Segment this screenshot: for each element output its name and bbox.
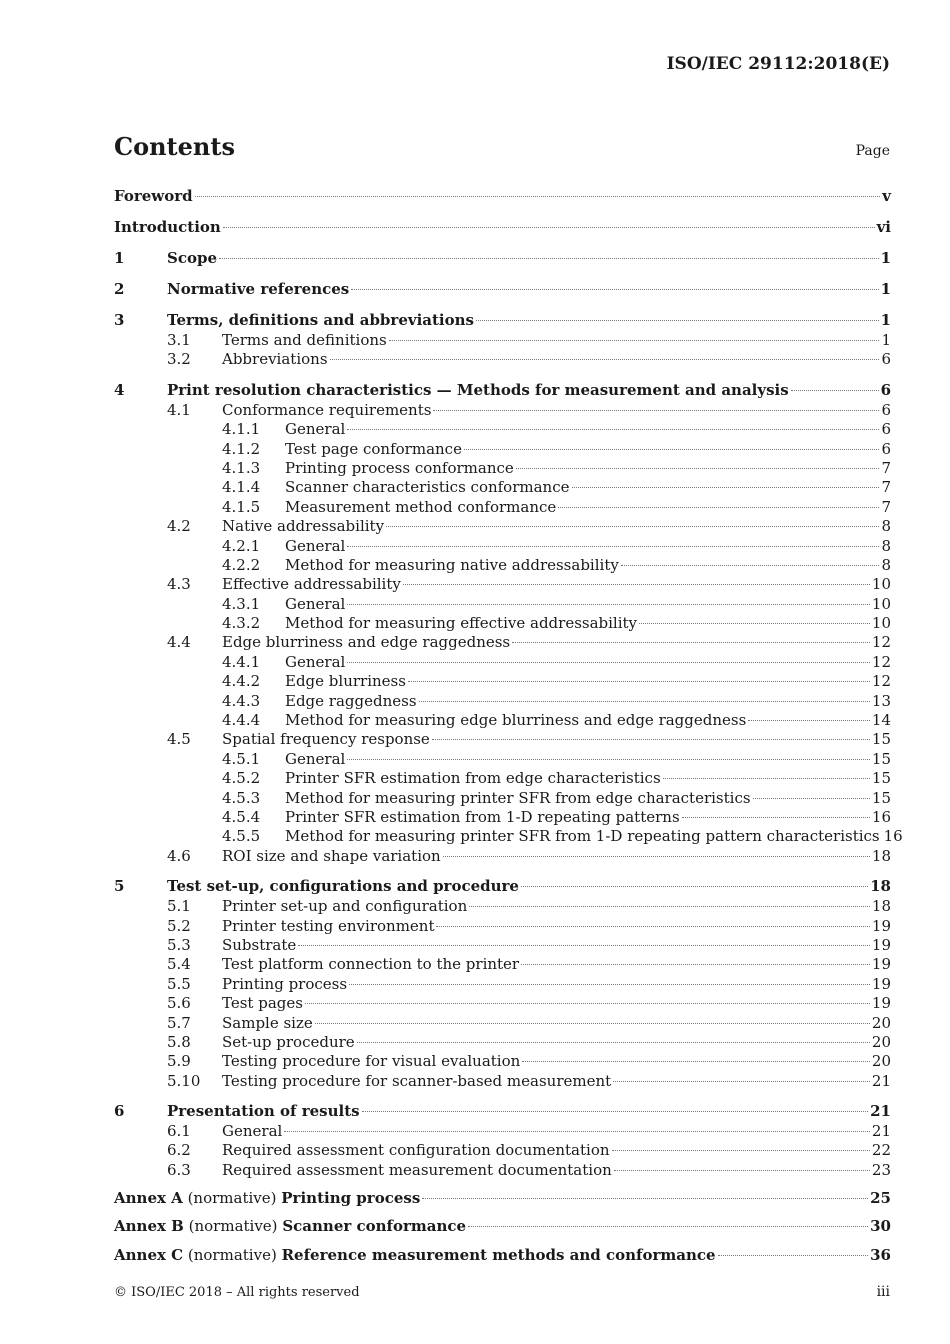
dot-leader [748, 720, 870, 721]
dot-leader [443, 856, 870, 857]
toc-entry[interactable] [114, 730, 891, 749]
toc-entry-page: 18 [871, 897, 891, 916]
toc-entry-title: Normative references [167, 280, 350, 298]
toc-entry-title: Foreword [114, 187, 193, 205]
toc-entry-number: 4.3.1 [222, 594, 261, 613]
toc-entry[interactable] [114, 1161, 891, 1180]
toc-entry-number: 4.4.4 [222, 711, 261, 730]
toc-entry-page: 8 [881, 517, 891, 536]
toc-entry-title: Test platform connection to the printer [222, 955, 520, 974]
dot-leader [315, 1023, 870, 1024]
toc-entry-page: 20 [871, 1052, 891, 1071]
toc-entry[interactable] [114, 595, 891, 614]
toc-entry-number: 4.5.2 [222, 769, 261, 788]
dot-leader [682, 817, 870, 818]
toc-entry[interactable] [114, 440, 891, 459]
dot-leader [433, 410, 879, 411]
annex-type: (normative) [187, 1188, 277, 1207]
dot-leader [357, 1042, 870, 1043]
toc-entry-number: 5.2 [167, 916, 191, 935]
toc-entry[interactable] [114, 556, 891, 575]
dot-leader [522, 1061, 870, 1062]
dot-leader [432, 739, 870, 740]
toc-entry[interactable] [114, 498, 891, 517]
dot-leader [639, 623, 870, 624]
toc-entry-page: 19 [871, 974, 891, 993]
dot-leader [464, 449, 880, 450]
toc-entry[interactable] [114, 750, 891, 769]
toc-entry[interactable] [114, 653, 891, 672]
table-of-contents [114, 185, 903, 1266]
toc-entry-page: 19 [871, 935, 891, 954]
toc-entry-number: 5.5 [167, 974, 191, 993]
dot-leader [403, 584, 870, 585]
toc-entry-title: Terms and definitions [222, 331, 387, 349]
annex-name: Scanner conformance [282, 1217, 467, 1236]
annex-page: 30 [870, 1217, 891, 1236]
toc-entry-title: Printer SFR estimation from 1-D repeating patterns [285, 807, 680, 826]
dot-leader [408, 681, 870, 682]
page-title: Contents [114, 132, 235, 161]
toc-entry-number: 4.2 [167, 517, 191, 536]
dot-leader [436, 926, 869, 927]
dot-leader [195, 196, 881, 197]
toc-entry-page: 1 [880, 249, 891, 267]
toc-entry-number: 6.3 [167, 1160, 191, 1179]
toc-entry-title: Method for measuring effective addressability [285, 614, 638, 633]
copyright-notice: © ISO/IEC 2018 – All rights reserved [114, 1285, 360, 1300]
dot-leader [718, 1255, 869, 1256]
toc-entry-title: Test set-up, configurations and procedure [167, 877, 519, 896]
toc-entry-number: 4.2.2 [222, 555, 261, 574]
dot-leader [753, 798, 870, 799]
toc-entry-title: Conformance requirements [222, 400, 432, 419]
toc-entry[interactable] [114, 1100, 891, 1122]
toc-entry-number: 4.4.1 [222, 652, 261, 671]
toc-entry-number: 5.6 [167, 994, 191, 1013]
toc-entry-number: 5.3 [167, 935, 191, 954]
toc-entry[interactable] [114, 692, 891, 711]
toc-entry-page: 12 [871, 672, 891, 691]
dot-leader [349, 984, 870, 985]
toc-entry-page: 10 [871, 594, 891, 613]
annex-type: (normative) [187, 1246, 277, 1265]
toc-entry[interactable] [114, 936, 891, 955]
toc-entry-page: 16 [871, 807, 891, 826]
toc-entry-page: 19 [871, 994, 891, 1013]
toc-entry-number: 4.4 [167, 633, 191, 652]
toc-entry-title: Edge blurriness and edge raggedness [222, 633, 511, 652]
toc-entry[interactable] [114, 633, 891, 652]
toc-entry[interactable] [114, 955, 891, 974]
annex-label: Annex A [114, 1188, 183, 1207]
annex-name: Reference measurement methods and conformance [281, 1246, 716, 1265]
toc-entry-title: Scope [167, 249, 218, 267]
toc-entry-title: Method for measuring edge blurriness and edge raggedness [285, 711, 747, 730]
toc-entry-title: Substrate [222, 935, 297, 954]
toc-entry-title: Set-up procedure [222, 1032, 355, 1051]
toc-entry-title: General [285, 652, 346, 671]
toc-entry[interactable] [114, 1072, 891, 1091]
toc-entry-number: 3.2 [167, 350, 191, 369]
toc-entry-number: 4.4.2 [222, 672, 261, 691]
toc-entry-title: Printer testing environment [222, 916, 435, 935]
dot-leader [419, 701, 870, 702]
toc-entry-page: 15 [871, 769, 891, 788]
toc-entry-title: Testing procedure for scanner-based measurement [222, 1071, 612, 1090]
toc-entry-title: Terms, definitions and abbreviations [167, 311, 474, 329]
toc-entry-title: Printing process conformance [285, 458, 514, 477]
toc-entry-title: Test page conformance [285, 439, 462, 458]
toc-entry-page: 20 [871, 1032, 891, 1051]
toc-entry[interactable] [114, 420, 891, 439]
toc-entry-title: Print resolution characteristics — Methods for measurement and analysis [167, 380, 789, 399]
document-id-header: ISO/IEC 29112:2018(E) [666, 54, 890, 74]
toc-entry-title: Native addressability [222, 517, 385, 536]
toc-entry-page: 1 [880, 311, 891, 329]
toc-entry-page: 18 [871, 846, 891, 865]
toc-entry-title: General [285, 594, 346, 613]
toc-entry-page: 10 [871, 575, 891, 594]
toc-entry-title: Printer SFR estimation from edge characteristics [285, 769, 661, 788]
toc-entry[interactable] [114, 247, 891, 269]
dot-leader [362, 1111, 869, 1112]
toc-entry-number: 4.5 [167, 730, 191, 749]
toc-entry-title: Testing procedure for visual evaluation [222, 1052, 521, 1071]
toc-entry[interactable] [114, 711, 891, 730]
toc-entry[interactable] [114, 808, 891, 827]
toc-entry-page: 10 [871, 614, 891, 633]
toc-entry-number: 6.2 [167, 1141, 191, 1160]
toc-entry-number: 4.5.3 [222, 788, 261, 807]
toc-entry-page: 1 [880, 280, 891, 298]
annex-name: Printing process [281, 1188, 421, 1207]
dot-leader [223, 227, 875, 228]
toc-entry-number: 5.9 [167, 1052, 191, 1071]
annex-entry[interactable] [114, 1244, 891, 1266]
toc-entry-page: 18 [870, 877, 891, 896]
dot-leader [621, 565, 880, 566]
toc-entry-page: 21 [871, 1071, 891, 1090]
annex-label: Annex C [114, 1246, 184, 1265]
toc-entry[interactable] [114, 575, 891, 594]
toc-entry-page: 16 [883, 827, 903, 846]
toc-entry-page: 6 [881, 439, 891, 458]
dot-leader [305, 1003, 870, 1004]
toc-entry-title: General [285, 420, 346, 439]
dot-leader [347, 662, 870, 663]
toc-entry-number: 5 [114, 877, 125, 896]
page-column-label: Page [855, 143, 890, 159]
dot-leader [572, 487, 880, 488]
toc-entry-number: 4.6 [167, 846, 191, 865]
dot-leader [386, 526, 879, 527]
toc-entry-page: 19 [871, 955, 891, 974]
toc-entry[interactable] [114, 994, 891, 1013]
annex-title [114, 1215, 466, 1237]
toc-entry[interactable] [114, 1122, 891, 1141]
toc-entry-number: 6 [114, 1102, 125, 1121]
dot-leader [791, 390, 879, 391]
toc-entry[interactable] [114, 614, 891, 633]
toc-entry-page: 7 [881, 497, 891, 516]
toc-entry-title: Edge raggedness [285, 691, 417, 710]
toc-entry-title: Measurement method conformance [285, 497, 557, 516]
toc-entry-number: 5.4 [167, 955, 191, 974]
toc-entry-title: Presentation of results [167, 1102, 360, 1121]
toc-entry[interactable] [114, 379, 891, 401]
toc-entry-page: vi [876, 218, 891, 236]
dot-leader [558, 507, 879, 508]
toc-entry-page: 6 [881, 350, 891, 369]
dot-leader [351, 289, 878, 290]
toc-entry-title: General [285, 536, 346, 555]
toc-entry-page: 22 [871, 1141, 891, 1160]
toc-entry[interactable] [114, 331, 891, 350]
annex-title [114, 1187, 420, 1209]
toc-entry[interactable] [114, 847, 891, 866]
toc-entry-page: 6 [881, 400, 891, 419]
toc-entry-page: 6 [880, 380, 891, 399]
dot-leader [347, 429, 879, 430]
toc-entry[interactable] [114, 672, 891, 691]
toc-entry[interactable] [114, 1033, 891, 1052]
toc-entry-number: 4.1.4 [222, 478, 261, 497]
toc-entry[interactable] [114, 827, 903, 846]
annex-label: Annex B [114, 1217, 184, 1236]
annex-entry[interactable] [114, 1215, 891, 1237]
toc-entry-page: 7 [881, 478, 891, 497]
toc-entry[interactable] [114, 1141, 891, 1160]
dot-leader [422, 1198, 868, 1199]
toc-entry-number: 2 [114, 280, 125, 298]
toc-entry-page: 8 [881, 536, 891, 555]
annex-page: 25 [870, 1188, 891, 1207]
toc-entry[interactable] [114, 309, 891, 331]
toc-entry[interactable] [114, 350, 891, 369]
toc-entry-number: 6.1 [167, 1122, 191, 1141]
toc-entry-title: Spatial frequency response [222, 730, 430, 749]
dot-leader [284, 1131, 870, 1132]
dot-leader [469, 906, 870, 907]
dot-leader [298, 945, 870, 946]
toc-entry-number: 1 [114, 249, 125, 267]
dot-leader [521, 886, 868, 887]
dot-leader [521, 964, 870, 965]
dot-leader [330, 359, 880, 360]
toc-entry-number: 5.7 [167, 1013, 191, 1032]
toc-entry-number: 4.1 [167, 400, 191, 419]
toc-entry-number: 4.3 [167, 575, 191, 594]
toc-entry[interactable] [114, 459, 891, 478]
toc-entry-page: 21 [870, 1102, 891, 1121]
dot-leader [614, 1170, 870, 1171]
annex-title [114, 1244, 716, 1266]
annex-page: 36 [870, 1246, 891, 1265]
toc-entry-number: 4.3.2 [222, 614, 261, 633]
toc-entry[interactable] [114, 897, 891, 916]
toc-entry-title: Printer set-up and configuration [222, 897, 468, 916]
toc-entry[interactable] [114, 216, 891, 238]
toc-entry-title: Test pages [222, 994, 303, 1013]
toc-entry-number: 4.1.3 [222, 458, 261, 477]
dot-leader [613, 1081, 870, 1082]
toc-entry-title: Scanner characteristics conformance [285, 478, 570, 497]
toc-entry[interactable] [114, 185, 891, 207]
toc-entry[interactable] [114, 401, 891, 420]
dot-leader [512, 642, 870, 643]
toc-entry-title: Required assessment configuration documentation [222, 1141, 610, 1160]
toc-entry-page: 15 [871, 788, 891, 807]
toc-entry[interactable] [114, 1052, 891, 1071]
toc-entry[interactable] [114, 537, 891, 556]
dot-leader [347, 604, 870, 605]
dot-leader [468, 1226, 868, 1227]
toc-entry-title: Method for measuring native addressability [285, 555, 619, 574]
toc-entry-title: Printing process [222, 974, 348, 993]
toc-entry-number: 4.1.5 [222, 497, 261, 516]
toc-entry-title: General [285, 749, 346, 768]
toc-entry-page: 15 [871, 749, 891, 768]
dot-leader [347, 759, 870, 760]
toc-entry[interactable] [114, 478, 891, 497]
toc-entry-title: ROI size and shape variation [222, 846, 441, 865]
dot-leader [516, 468, 880, 469]
toc-entry-title: Sample size [222, 1013, 313, 1032]
toc-entry-title: Method for measuring printer SFR from 1-D repeating pattern characteristics [285, 827, 880, 846]
toc-entry-number: 3 [114, 311, 125, 329]
toc-entry-number: 4.5.1 [222, 749, 261, 768]
toc-entry-page: 14 [871, 711, 891, 730]
toc-entry-page: 15 [871, 730, 891, 749]
toc-entry[interactable] [114, 517, 891, 536]
dot-leader [389, 340, 880, 341]
toc-entry-number: 4.1.2 [222, 439, 261, 458]
toc-entry-number: 5.1 [167, 897, 191, 916]
toc-entry-title: General [222, 1122, 283, 1141]
dot-leader [347, 546, 879, 547]
toc-entry-title: Required assessment measurement documentation [222, 1160, 612, 1179]
toc-entry[interactable] [114, 975, 891, 994]
annex-type: (normative) [188, 1217, 278, 1236]
toc-entry-page: 12 [871, 652, 891, 671]
toc-entry-page: 13 [871, 691, 891, 710]
toc-entry-page: 7 [881, 458, 891, 477]
toc-entry-page: 19 [871, 916, 891, 935]
page-number: iii [876, 1284, 890, 1300]
toc-entry-page: 6 [881, 420, 891, 439]
toc-entry-number: 4.2.1 [222, 536, 261, 555]
toc-entry-page: 1 [881, 331, 891, 349]
toc-entry[interactable] [114, 875, 891, 897]
annex-entry[interactable] [114, 1187, 891, 1209]
toc-entry-title: Method for measuring printer SFR from edge characteristics [285, 788, 751, 807]
toc-entry[interactable] [114, 1014, 891, 1033]
toc-entry-page: 12 [871, 633, 891, 652]
toc-entry-page: v [882, 187, 891, 205]
toc-entry-number: 3.1 [167, 331, 191, 349]
toc-entry-number: 4.1.1 [222, 420, 261, 439]
toc-entry-number: 4.4.3 [222, 691, 261, 710]
toc-entry-title: Abbreviations [222, 350, 328, 369]
toc-entry[interactable] [114, 769, 891, 788]
toc-entry-number: 5.10 [167, 1071, 201, 1090]
toc-entry-page: 21 [871, 1122, 891, 1141]
toc-entry[interactable] [114, 789, 891, 808]
toc-entry-title: Effective addressability [222, 575, 401, 594]
toc-entry-number: 4.5.4 [222, 807, 261, 826]
toc-entry[interactable] [114, 917, 891, 936]
toc-entry-number: 4 [114, 380, 125, 399]
toc-entry[interactable] [114, 278, 891, 300]
dot-leader [219, 258, 879, 259]
dot-leader [476, 320, 879, 321]
toc-entry-page: 8 [881, 555, 891, 574]
toc-entry-title: Edge blurriness [285, 672, 406, 691]
toc-entry-title: Introduction [114, 218, 221, 236]
toc-entry-number: 5.8 [167, 1032, 191, 1051]
toc-entry-page: 20 [871, 1013, 891, 1032]
dot-leader [663, 778, 870, 779]
dot-leader [612, 1150, 870, 1151]
toc-entry-page: 23 [871, 1160, 891, 1179]
toc-entry-number: 4.5.5 [222, 827, 261, 846]
